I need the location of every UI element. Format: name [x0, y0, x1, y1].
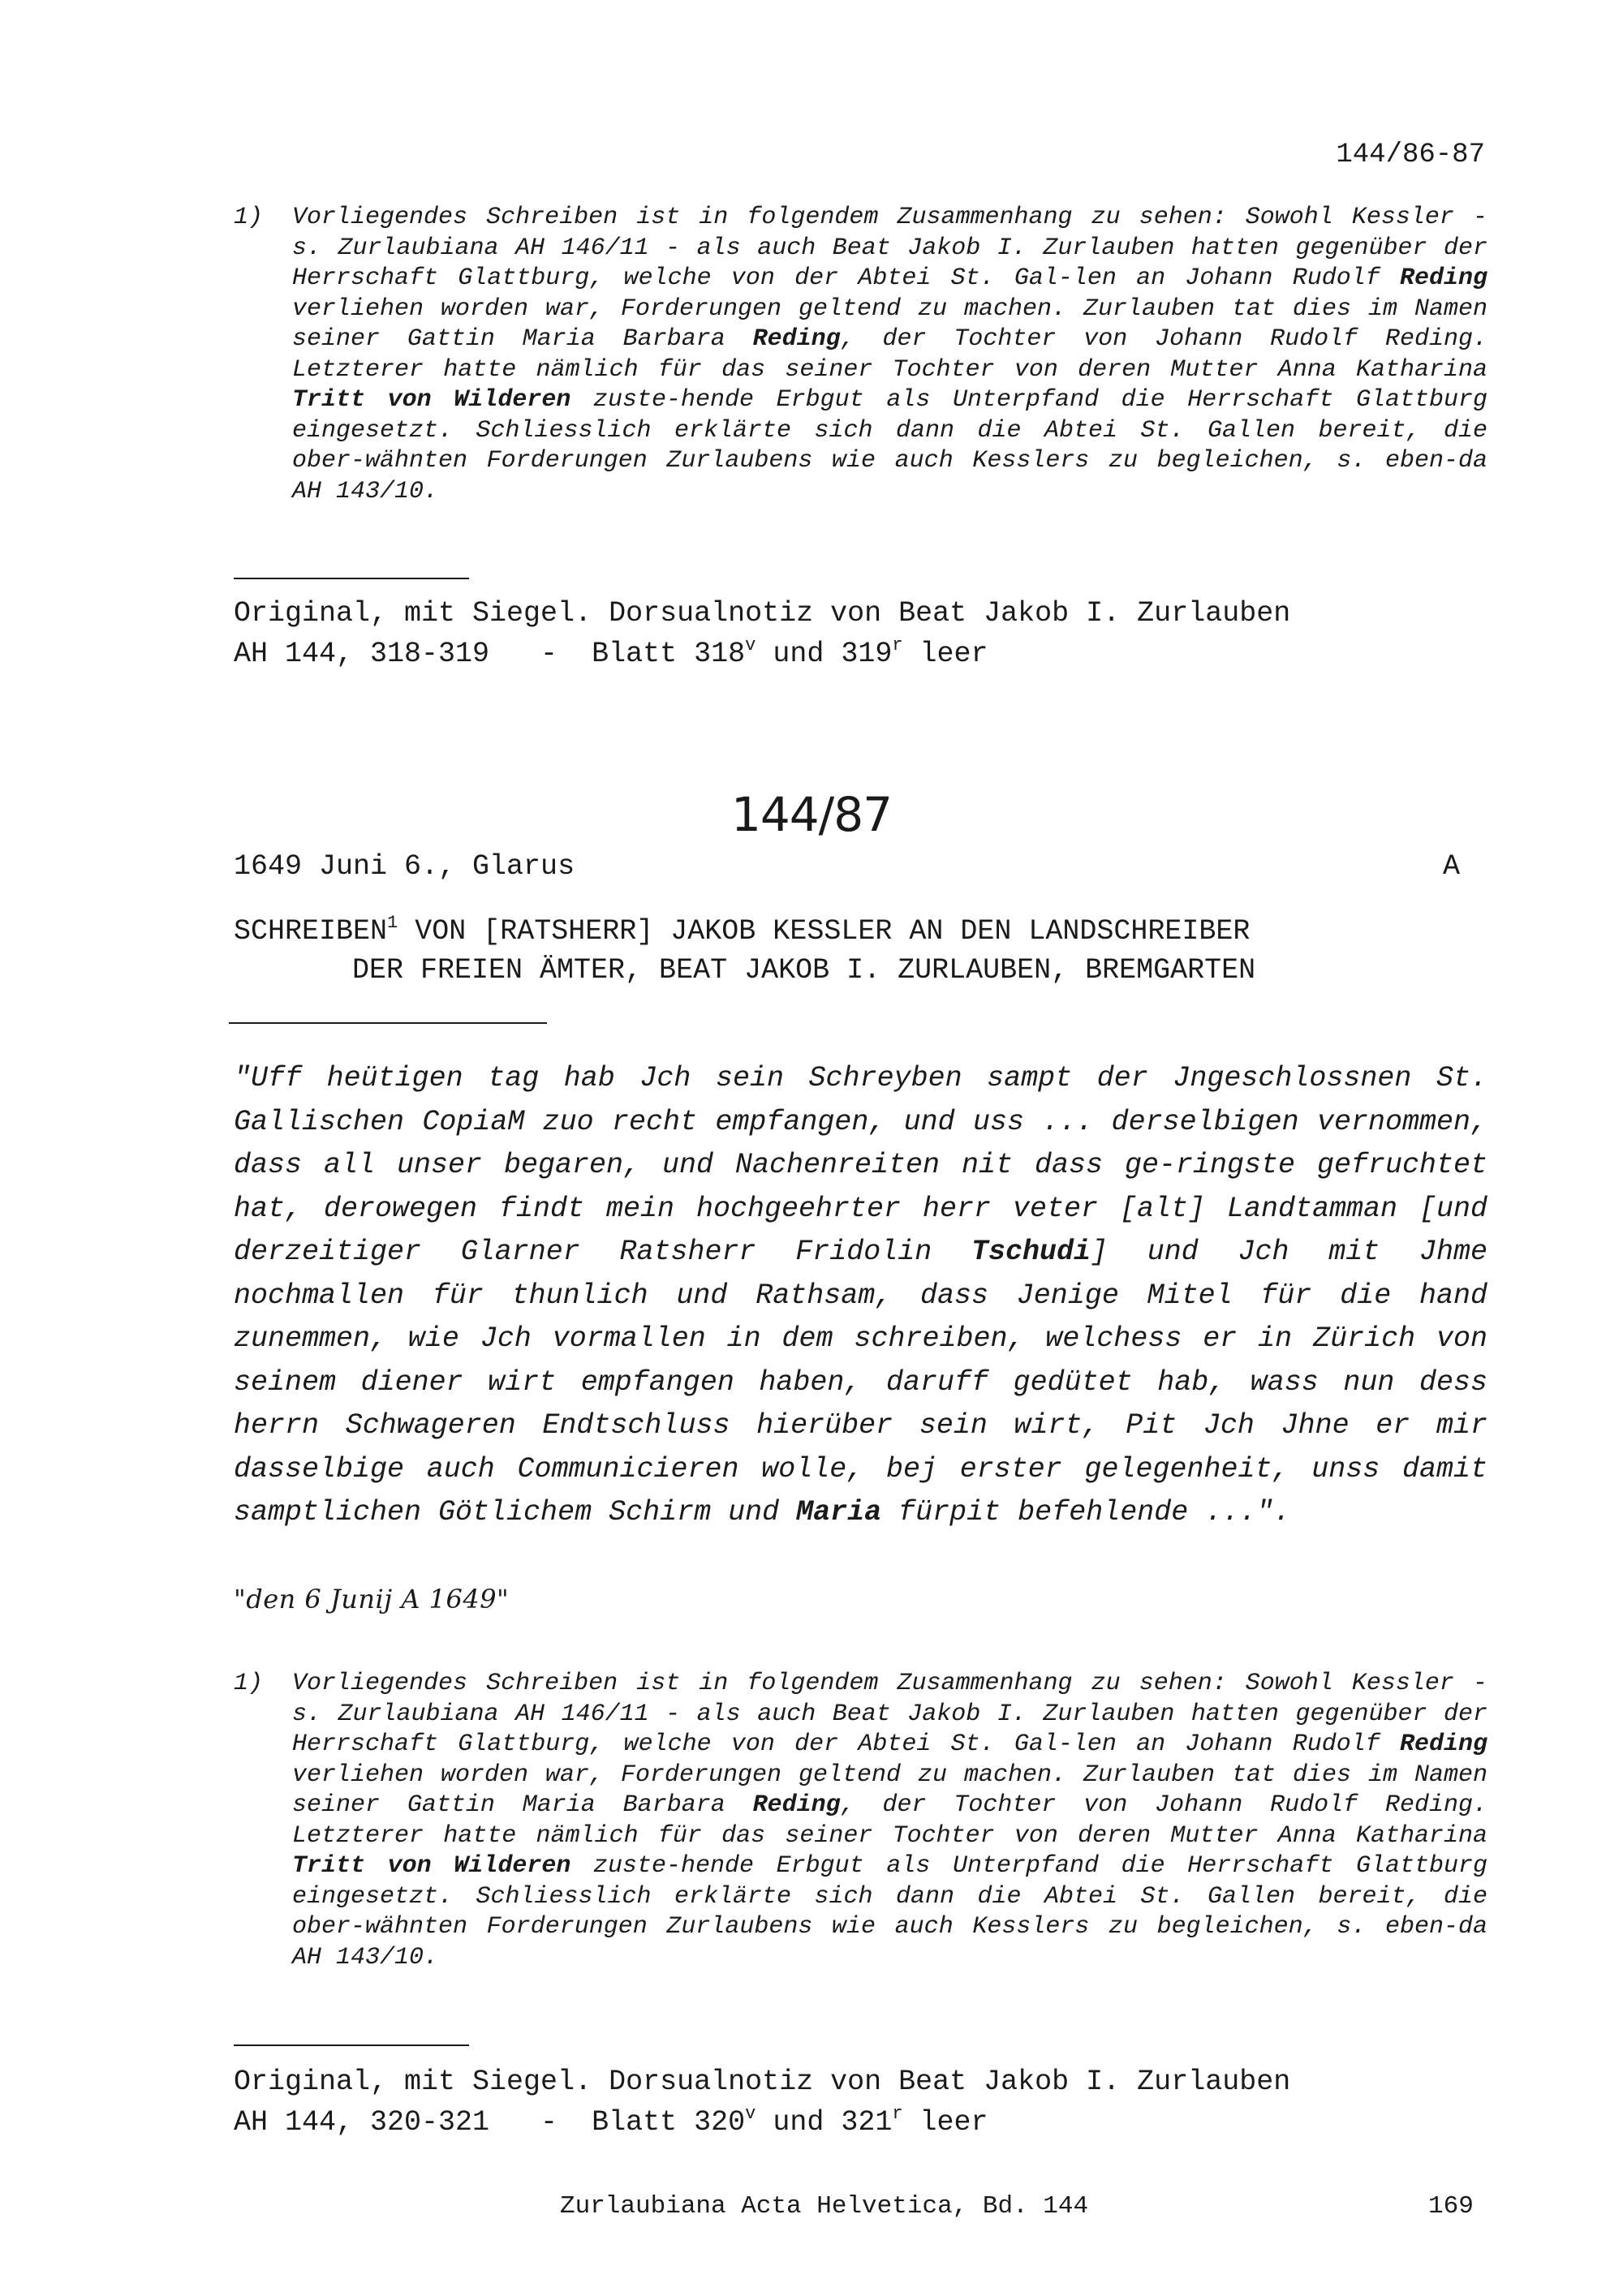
document-title-line-2: DER FREIEN ÄMTER, BEAT JAKOB I. ZURLAUBEN, BREMGARTEN [352, 954, 1256, 987]
classification-letter: A [1443, 850, 1461, 883]
source-note-line-1: Original, mit Siegel. Dorsualnotiz von Beat Jakob I. Zurlauben [234, 597, 1291, 630]
footer-page-number: 169 [1428, 2192, 1474, 2221]
handwritten-date-note: "den 6 Junij A 1649" [234, 1584, 510, 1615]
divider-rule [234, 578, 469, 579]
footnote-text [292, 1669, 1487, 1973]
footnote-top [234, 203, 1487, 507]
text-run: Vorliegendes Schreiben ist in folgendem Zusammenhang zu sehen: Sowohl Kessler - s. Zurlaubiana AH 146/11 - als auch Beat Jakob I. Zurlauben hatten gegenüber der Herrschaft Glattburg, welche von der Abtei St. Gal-len an Johann Rudolf [292, 204, 1487, 292]
text-run: , der Tochter von Johann Rudolf Reding. Letzterer hatte nämlich für das seiner Tochter von deren Mutter Anna Katharina [292, 1791, 1487, 1850]
document-title-line-1: SCHREIBEN$^1$ VON [RATSHERR] JAKOB KESSLER AN DEN LANDSCHREIBER [234, 913, 1251, 948]
emphasized-name: Tritt von Wilderen [292, 1852, 571, 1880]
footnote-marker: 1) [234, 204, 264, 231]
text-run: verliehen worden war, Forderungen geltend zu machen. Zurlauben tat dies im Namen seiner Gattin Maria Barbara [292, 295, 1487, 353]
divider-rule [229, 1022, 547, 1024]
emphasized-name: Tschudi [971, 1236, 1091, 1268]
text-run: zuste-hende Erbgut als Unterpfand die Herrschaft Glattburg eingesetzt. Schliesslich erklärte sich dann die Abtei St. Gallen bereit, die ober-wähnten Forderungen Zurlaubens wie auch Kesslers zu begleichen, s. eben-da AH 143/10. [292, 1852, 1487, 1971]
divider-rule [234, 2044, 469, 2046]
emphasized-name: Tritt von Wilderen [292, 386, 571, 414]
footnote-text [292, 203, 1487, 507]
dateline: 1649 Juni 6., Glarus [234, 850, 575, 883]
text-run: verliehen worden war, Forderungen geltend zu machen. Zurlauben tat dies im Namen seiner Gattin Maria Barbara [292, 1761, 1487, 1819]
text-run: Vorliegendes Schreiben ist in folgendem Zusammenhang zu sehen: Sowohl Kessler - s. Zurlaubiana AH 146/11 - als auch Beat Jakob I. Zurlauben hatten gegenüber der Herrschaft Glattburg, welche von der Abtei St. Gal-len an Johann Rudolf [292, 1670, 1487, 1758]
running-page-number: 144/86-87 [1336, 140, 1485, 170]
footnote-marker: 1) [234, 1670, 264, 1697]
footer-publication-title: Zurlaubiana Acta Helvetica, Bd. 144 [560, 2192, 1089, 2221]
text-run: ] und Jch mit Jhme nochmallen für thunlich und Rathsam, dass Jenige Mitel für die hand zunemmen, wie Jch vormallen in dem schreiben, welchess er in Zürich von seinem diener wirt empfangen haben, daruff gedütet hab, wass nun dess herrn Schwageren Endtschluss hierüber sein wirt, Pit Jch Jhne er mir dasselbige auch Communicieren wolle, bej erster gelegenheit, unss damit samptlichen Götlichem Schirm und [234, 1236, 1487, 1529]
text-run: , der Tochter von Johann Rudolf Reding. Letzterer hatte nämlich für das seiner Tochter von deren Mutter Anna Katharina [292, 325, 1487, 384]
emphasized-name: Reding [752, 325, 841, 353]
text-run: "Uff heütigen tag hab Jch sein Schreyben sampt der Jngeschlossnen St. Gallischen CopiaM zuo recht empfangen, und uss ... derselbigen vernommen, dass all unser begaren, und Nachenreiten nit dass ge-ringste gefruchtet hat, derowegen findt mein hochgeehrter herr veter [alt] Landtamman [und derzeitiger Glarner Ratsherr Fridolin [234, 1062, 1487, 1268]
emphasized-name: Maria [796, 1496, 882, 1529]
text-run: fürpit befehlende ...". [881, 1496, 1291, 1529]
letter-quote [234, 1057, 1487, 1535]
quote-text [234, 1057, 1487, 1535]
source-note-line-1: Original, mit Siegel. Dorsualnotiz von Beat Jakob I. Zurlauben [234, 2066, 1291, 2098]
emphasized-name: Reding [752, 1791, 841, 1819]
footnote-bottom [234, 1669, 1487, 1973]
source-note-line-2: AH 144, 318-319 - Blatt 318$^v$ und 319$^r$ leer [234, 635, 988, 670]
emphasized-name: Reding [1399, 1731, 1487, 1758]
source-note-line-2: AH 144, 320-321 - Blatt 320$^v$ und 321$^r$ leer [234, 2104, 988, 2139]
document-number: 144/87 [730, 787, 893, 842]
emphasized-name: Reding [1399, 264, 1487, 292]
text-run: zuste-hende Erbgut als Unterpfand die Herrschaft Glattburg eingesetzt. Schliesslich erklärte sich dann die Abtei St. Gallen bereit, die ober-wähnten Forderungen Zurlaubens wie auch Kesslers zu begleichen, s. eben-da AH 143/10. [292, 386, 1487, 505]
